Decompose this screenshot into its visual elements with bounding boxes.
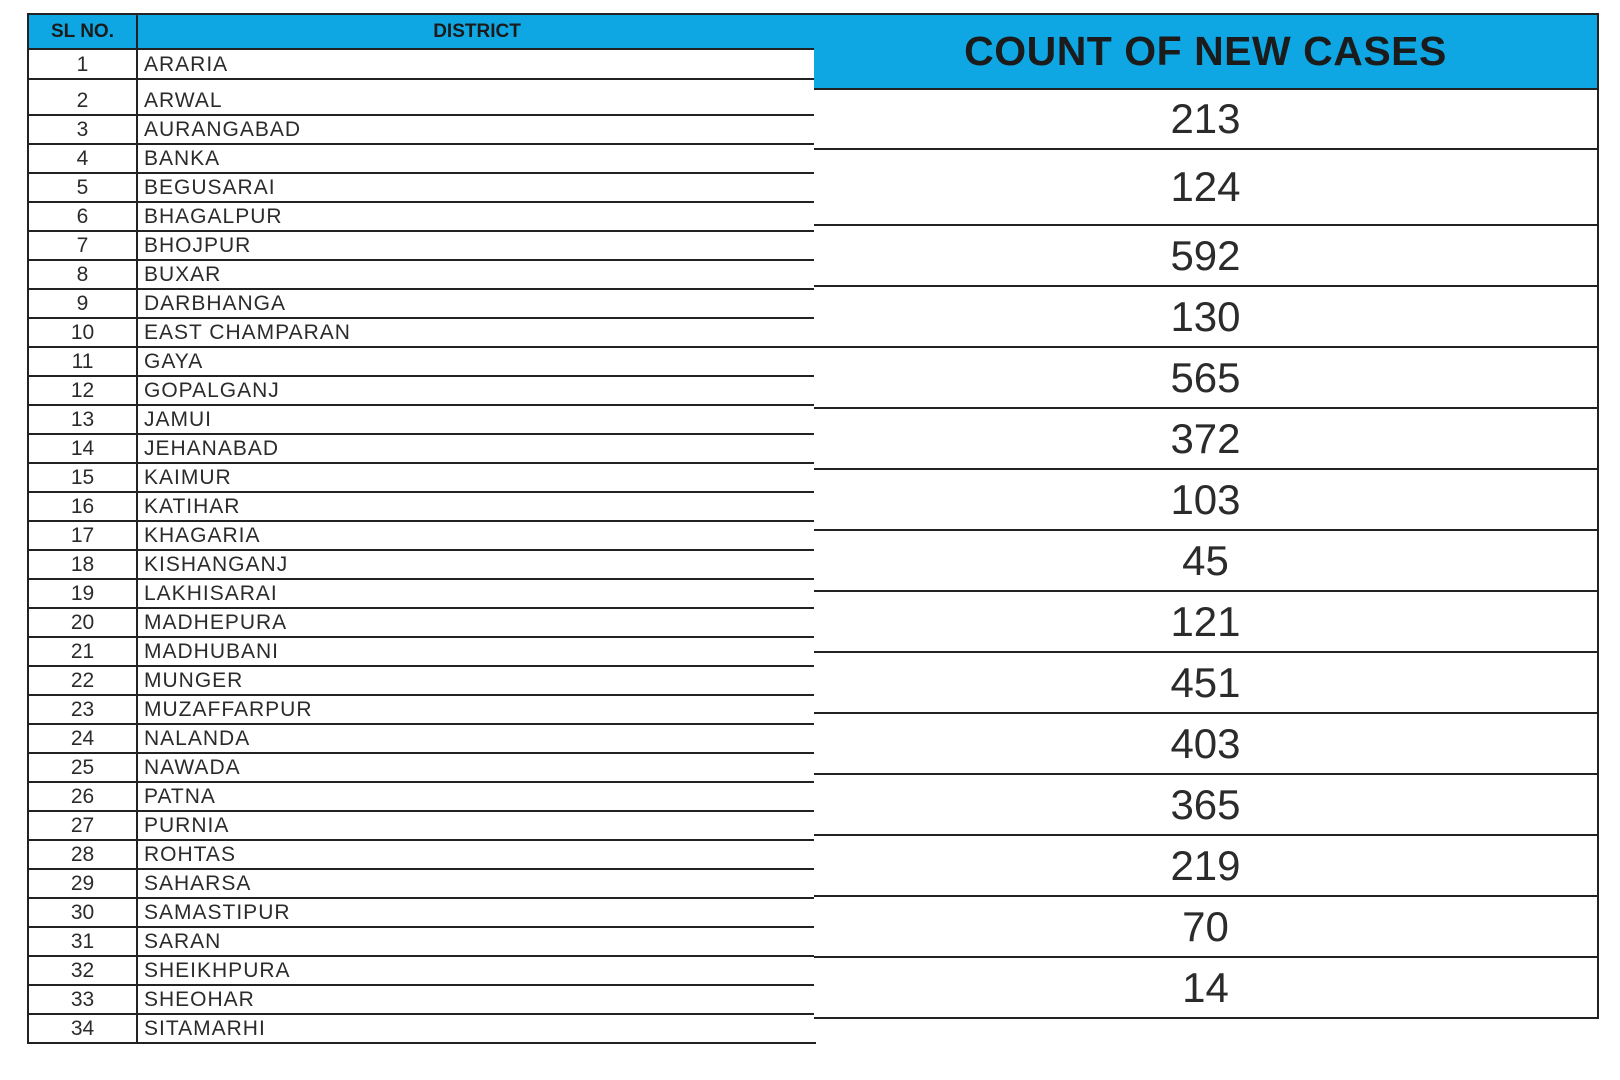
district-cell: EAST CHAMPARAN	[144, 321, 351, 344]
table-row	[29, 957, 816, 986]
sl-no-cell: 10	[29, 319, 138, 346]
sl-no-cell: 26	[29, 783, 138, 810]
sl-no-cell: 30	[29, 899, 138, 926]
sl-no-cell: 17	[29, 522, 138, 549]
sl-no-cell: 6	[29, 203, 138, 230]
new-cases-cell: 219	[814, 836, 1597, 897]
table-row	[29, 609, 816, 638]
sl-no-cell: 13	[29, 406, 138, 433]
district-cell: BANKA	[144, 147, 221, 170]
sl-no-cell: 20	[29, 609, 138, 636]
new-cases-cell: 124	[814, 150, 1597, 226]
district-cell: KATIHAR	[144, 495, 241, 518]
table-row	[29, 493, 816, 522]
new-cases-cell: 565	[814, 348, 1597, 409]
sl-no-cell: 3	[29, 116, 138, 143]
district-header: DISTRICT	[433, 20, 521, 42]
district-cell: LAKHISARAI	[144, 582, 278, 605]
sl-no-cell: 4	[29, 145, 138, 172]
new-cases-cell: 70	[814, 897, 1597, 958]
table-row	[29, 319, 816, 348]
table-row	[29, 145, 816, 174]
district-rows	[29, 50, 816, 1044]
sl-no-cell: 24	[29, 725, 138, 752]
table-row	[29, 522, 816, 551]
sl-no-cell: 11	[29, 348, 138, 375]
district-cell: SHEOHAR	[144, 988, 255, 1011]
district-cell: AURANGABAD	[144, 118, 302, 141]
table-row	[29, 696, 816, 725]
district-cell: PURNIA	[144, 814, 230, 837]
sl-no-cell: 14	[29, 435, 138, 462]
sl-no-cell: 1	[29, 50, 138, 78]
sl-no-cell: 29	[29, 870, 138, 897]
new-cases-cell: 103	[814, 470, 1597, 531]
sl-no-cell: 19	[29, 580, 138, 607]
new-cases-rows	[814, 90, 1597, 1019]
district-cell: BUXAR	[144, 263, 222, 286]
new-cases-cell: 45	[814, 531, 1597, 592]
sl-no-cell: 25	[29, 754, 138, 781]
table-row	[29, 116, 816, 145]
table-row	[29, 551, 816, 580]
table-row	[29, 464, 816, 493]
table-row	[29, 986, 816, 1015]
district-cell: KISHANGANJ	[144, 553, 289, 576]
district-cell: KHAGARIA	[144, 524, 261, 547]
district-cell: GAYA	[144, 350, 204, 373]
sl-no-cell: 18	[29, 551, 138, 578]
table-row	[29, 841, 816, 870]
sl-no-cell: 16	[29, 493, 138, 520]
district-cell: SAMASTIPUR	[144, 901, 291, 924]
new-cases-header: COUNT OF NEW CASES	[814, 13, 1597, 90]
table-row	[29, 50, 816, 80]
district-cell: MADHUBANI	[144, 640, 280, 663]
sl-no-cell: 12	[29, 377, 138, 404]
sl-no-cell: 33	[29, 986, 138, 1013]
district-table	[27, 13, 816, 1044]
new-cases-cell: 451	[814, 653, 1597, 714]
image-crop-edge	[0, 1073, 1620, 1080]
sl-no-cell: 21	[29, 638, 138, 665]
sl-no-cell: 8	[29, 261, 138, 288]
district-cell: GOPALGANJ	[144, 379, 280, 402]
district-cell: SARAN	[144, 930, 222, 953]
table-row	[29, 435, 816, 464]
district-cell: DARBHANGA	[144, 292, 287, 315]
district-cell: ARARIA	[144, 53, 229, 76]
district-cell: ROHTAS	[144, 843, 236, 866]
table-row	[29, 928, 816, 957]
table-row	[29, 899, 816, 928]
district-cell: PATNA	[144, 785, 216, 808]
district-cell: JEHANABAD	[144, 437, 280, 460]
district-cell: NAWADA	[144, 756, 241, 779]
district-cell: MUNGER	[144, 669, 244, 692]
sl-no-cell: 34	[29, 1015, 138, 1042]
table-row	[29, 638, 816, 667]
district-cell: BHOJPUR	[144, 234, 252, 257]
sl-no-cell: 22	[29, 667, 138, 694]
sl-no-header: SL NO.	[29, 15, 138, 48]
sl-no-cell: 23	[29, 696, 138, 723]
sl-no-cell: 15	[29, 464, 138, 491]
district-cell: KAIMUR	[144, 466, 232, 489]
new-cases-cell: 130	[814, 287, 1597, 348]
table-row	[29, 80, 816, 116]
table-row	[29, 1015, 816, 1044]
new-cases-cell: 365	[814, 775, 1597, 836]
new-cases-cell: 14	[814, 958, 1597, 1019]
table-row	[29, 348, 816, 377]
sl-no-cell: 7	[29, 232, 138, 259]
sl-no-cell: 2	[29, 80, 138, 114]
district-cell: NALANDA	[144, 727, 251, 750]
new-cases-cell: 372	[814, 409, 1597, 470]
new-cases-cell: 592	[814, 226, 1597, 287]
district-cell: MUZAFFARPUR	[144, 698, 313, 721]
district-cell: MADHEPURA	[144, 611, 288, 634]
table-row	[29, 174, 816, 203]
district-cell: SHEIKHPURA	[144, 959, 291, 982]
table-row	[29, 667, 816, 696]
table-row	[29, 203, 816, 232]
new-cases-table	[814, 13, 1599, 1019]
district-cell: SITAMARHI	[144, 1017, 266, 1040]
sl-no-cell: 31	[29, 928, 138, 955]
table-row	[29, 290, 816, 319]
new-cases-cell: 403	[814, 714, 1597, 775]
district-cell: SAHARSA	[144, 872, 252, 895]
district-cell: BHAGALPUR	[144, 205, 283, 228]
district-cell: ARWAL	[144, 89, 223, 112]
sl-no-cell: 5	[29, 174, 138, 201]
district-cell: JAMUI	[144, 408, 212, 431]
table-row	[29, 261, 816, 290]
district-table-header	[29, 13, 816, 50]
new-cases-cell: 121	[814, 592, 1597, 653]
table-row	[29, 580, 816, 609]
sl-no-cell: 9	[29, 290, 138, 317]
table-row	[29, 754, 816, 783]
table-row	[29, 232, 816, 261]
sl-no-cell: 32	[29, 957, 138, 984]
table-row	[29, 406, 816, 435]
sl-no-cell: 28	[29, 841, 138, 868]
sl-no-cell: 27	[29, 812, 138, 839]
table-row	[29, 812, 816, 841]
table-row	[29, 870, 816, 899]
table-row	[29, 725, 816, 754]
table-row	[29, 783, 816, 812]
table-row	[29, 377, 816, 406]
new-cases-cell: 213	[814, 90, 1597, 150]
district-cell: BEGUSARAI	[144, 176, 276, 199]
